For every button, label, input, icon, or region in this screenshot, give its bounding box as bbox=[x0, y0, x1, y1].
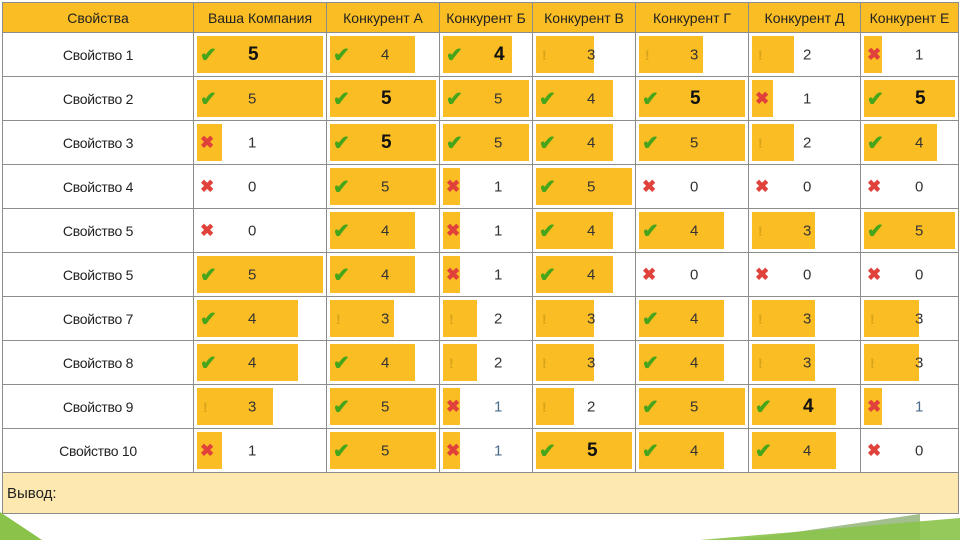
cross-icon: ✖ bbox=[867, 264, 882, 284]
cross-icon: ✖ bbox=[446, 220, 461, 240]
score-value: 4 bbox=[248, 354, 257, 371]
check-icon: ✔ bbox=[755, 440, 772, 462]
exclamation-icon: ! bbox=[758, 222, 763, 239]
property-name: Свойство 5 bbox=[3, 209, 194, 253]
property-name: Свойство 8 bbox=[3, 341, 194, 385]
score-value: 5 bbox=[690, 134, 699, 151]
score-cell bbox=[194, 33, 327, 77]
exclamation-icon: ! bbox=[758, 46, 763, 63]
table-row bbox=[3, 253, 959, 297]
check-icon: ✔ bbox=[642, 132, 659, 154]
score-value: 1 bbox=[915, 398, 924, 415]
score-cell bbox=[327, 385, 440, 429]
score-cell bbox=[636, 165, 749, 209]
exclamation-icon: ! bbox=[542, 398, 547, 415]
property-name: Свойство 7 bbox=[3, 297, 194, 341]
score-value: 5 bbox=[381, 398, 390, 415]
score-value: 4 bbox=[587, 222, 596, 239]
score-value: 0 bbox=[248, 178, 257, 195]
score-cell bbox=[861, 209, 959, 253]
header-competitor-e: Конкурент Е bbox=[861, 3, 959, 33]
score-cell bbox=[533, 341, 636, 385]
score-cell bbox=[749, 253, 861, 297]
check-icon: ✔ bbox=[539, 176, 556, 198]
score-value: 4 bbox=[803, 442, 812, 459]
header-competitor-v: Конкурент В bbox=[533, 3, 636, 33]
score-value: 4 bbox=[587, 266, 596, 283]
score-cell bbox=[861, 253, 959, 297]
score-value: 1 bbox=[494, 266, 503, 283]
cross-icon: ✖ bbox=[642, 264, 657, 284]
exclamation-icon: ! bbox=[542, 354, 547, 371]
score-cell bbox=[194, 385, 327, 429]
cross-icon: ✖ bbox=[200, 440, 215, 460]
check-icon: ✔ bbox=[446, 44, 463, 66]
check-icon: ✔ bbox=[333, 132, 350, 154]
cross-icon: ✖ bbox=[446, 264, 461, 284]
score-cell bbox=[440, 209, 533, 253]
score-value: 2 bbox=[803, 134, 812, 151]
cross-icon: ✖ bbox=[200, 176, 215, 196]
table-row bbox=[3, 297, 959, 341]
score-value: 4 bbox=[690, 222, 699, 239]
score-value: 5 bbox=[494, 134, 503, 151]
score-value: 2 bbox=[494, 310, 503, 327]
score-cell bbox=[440, 77, 533, 121]
score-cell bbox=[749, 165, 861, 209]
score-cell bbox=[533, 33, 636, 77]
score-value: 0 bbox=[690, 266, 699, 283]
score-value: 3 bbox=[803, 222, 812, 239]
table-body bbox=[3, 33, 959, 473]
score-cell bbox=[636, 253, 749, 297]
table-row bbox=[3, 165, 959, 209]
score-value: 1 bbox=[494, 222, 503, 239]
cross-icon: ✖ bbox=[446, 440, 461, 460]
score-cell bbox=[440, 121, 533, 165]
score-bar bbox=[197, 388, 273, 425]
cross-icon: ✖ bbox=[867, 176, 882, 196]
check-icon: ✔ bbox=[539, 440, 556, 462]
score-cell bbox=[440, 385, 533, 429]
cross-icon: ✖ bbox=[867, 440, 882, 460]
check-icon: ✔ bbox=[867, 220, 884, 242]
score-cell bbox=[440, 165, 533, 209]
score-cell bbox=[533, 77, 636, 121]
score-value: 1 bbox=[494, 442, 503, 459]
score-value: 4 bbox=[248, 310, 257, 327]
score-value: 3 bbox=[915, 310, 924, 327]
score-value: 3 bbox=[803, 310, 812, 327]
exclamation-icon: ! bbox=[203, 398, 208, 415]
score-value: 4 bbox=[690, 310, 699, 327]
score-cell bbox=[636, 429, 749, 473]
score-cell bbox=[636, 77, 749, 121]
exclamation-icon: ! bbox=[449, 354, 454, 371]
exclamation-icon: ! bbox=[758, 134, 763, 151]
cross-icon: ✖ bbox=[755, 176, 770, 196]
score-value: 3 bbox=[587, 46, 596, 63]
score-cell bbox=[861, 429, 959, 473]
score-value: 5 bbox=[915, 87, 926, 109]
score-cell bbox=[861, 341, 959, 385]
score-value: 3 bbox=[381, 310, 390, 327]
check-icon: ✔ bbox=[200, 308, 217, 330]
cross-icon: ✖ bbox=[867, 44, 882, 64]
score-value: 1 bbox=[248, 442, 257, 459]
score-cell bbox=[194, 165, 327, 209]
score-cell bbox=[194, 297, 327, 341]
score-cell bbox=[636, 341, 749, 385]
score-cell bbox=[327, 33, 440, 77]
cross-icon: ✖ bbox=[755, 264, 770, 284]
score-cell bbox=[749, 209, 861, 253]
exclamation-icon: ! bbox=[449, 310, 454, 327]
score-value: 4 bbox=[494, 43, 505, 65]
score-value: 5 bbox=[915, 222, 924, 239]
conclusion-label: Вывод: bbox=[3, 473, 959, 514]
score-value: 5 bbox=[381, 131, 392, 153]
check-icon: ✔ bbox=[333, 88, 350, 110]
score-value: 4 bbox=[381, 222, 390, 239]
score-value: 5 bbox=[690, 87, 701, 109]
exclamation-icon: ! bbox=[758, 354, 763, 371]
table-row bbox=[3, 429, 959, 473]
check-icon: ✔ bbox=[539, 220, 556, 242]
check-icon: ✔ bbox=[200, 352, 217, 374]
score-cell bbox=[533, 165, 636, 209]
header-competitor-d: Конкурент Д bbox=[749, 3, 861, 33]
score-value: 3 bbox=[803, 354, 812, 371]
property-name: Свойство 5 bbox=[3, 253, 194, 297]
score-cell bbox=[327, 165, 440, 209]
score-cell bbox=[194, 341, 327, 385]
score-value: 0 bbox=[248, 222, 257, 239]
cross-icon: ✖ bbox=[446, 396, 461, 416]
score-value: 5 bbox=[381, 178, 390, 195]
score-value: 5 bbox=[248, 90, 257, 107]
score-cell bbox=[636, 297, 749, 341]
property-name: Свойство 9 bbox=[3, 385, 194, 429]
check-icon: ✔ bbox=[867, 132, 884, 154]
table-row bbox=[3, 77, 959, 121]
score-value: 3 bbox=[587, 310, 596, 327]
score-value: 5 bbox=[248, 43, 259, 65]
exclamation-icon: ! bbox=[542, 46, 547, 63]
check-icon: ✔ bbox=[642, 88, 659, 110]
score-value: 4 bbox=[587, 134, 596, 151]
score-cell bbox=[533, 121, 636, 165]
check-icon: ✔ bbox=[333, 352, 350, 374]
property-name: Свойство 4 bbox=[3, 165, 194, 209]
score-cell bbox=[194, 77, 327, 121]
property-name: Свойство 10 bbox=[3, 429, 194, 473]
score-value: 2 bbox=[587, 398, 596, 415]
score-cell bbox=[636, 33, 749, 77]
score-value: 5 bbox=[248, 266, 257, 283]
score-cell bbox=[194, 209, 327, 253]
score-cell bbox=[861, 33, 959, 77]
score-value: 5 bbox=[587, 178, 596, 195]
score-cell bbox=[327, 77, 440, 121]
score-cell bbox=[440, 33, 533, 77]
score-cell bbox=[327, 209, 440, 253]
score-value: 5 bbox=[690, 398, 699, 415]
comparison-table bbox=[2, 2, 959, 514]
cross-icon: ✖ bbox=[200, 132, 215, 152]
score-value: 0 bbox=[915, 266, 924, 283]
score-cell bbox=[327, 341, 440, 385]
check-icon: ✔ bbox=[446, 132, 463, 154]
score-value: 1 bbox=[803, 90, 812, 107]
score-value: 0 bbox=[690, 178, 699, 195]
check-icon: ✔ bbox=[539, 132, 556, 154]
check-icon: ✔ bbox=[446, 88, 463, 110]
score-cell bbox=[749, 33, 861, 77]
score-cell bbox=[533, 385, 636, 429]
check-icon: ✔ bbox=[642, 440, 659, 462]
check-icon: ✔ bbox=[867, 88, 884, 110]
exclamation-icon: ! bbox=[542, 310, 547, 327]
decor-triangle-left bbox=[0, 512, 42, 540]
score-value: 4 bbox=[381, 354, 390, 371]
score-cell bbox=[861, 385, 959, 429]
score-cell bbox=[440, 429, 533, 473]
cross-icon: ✖ bbox=[642, 176, 657, 196]
score-cell bbox=[194, 429, 327, 473]
table-row bbox=[3, 209, 959, 253]
score-cell bbox=[327, 121, 440, 165]
check-icon: ✔ bbox=[642, 220, 659, 242]
score-cell bbox=[327, 297, 440, 341]
score-cell bbox=[861, 297, 959, 341]
score-value: 4 bbox=[803, 395, 814, 417]
score-value: 5 bbox=[381, 87, 392, 109]
score-cell bbox=[440, 253, 533, 297]
score-cell bbox=[533, 253, 636, 297]
check-icon: ✔ bbox=[333, 264, 350, 286]
score-value: 5 bbox=[587, 439, 598, 461]
decor-triangle-right bbox=[700, 518, 960, 540]
exclamation-icon: ! bbox=[870, 354, 875, 371]
check-icon: ✔ bbox=[642, 396, 659, 418]
property-name: Свойство 2 bbox=[3, 77, 194, 121]
score-cell bbox=[533, 297, 636, 341]
score-cell bbox=[327, 429, 440, 473]
check-icon: ✔ bbox=[539, 88, 556, 110]
check-icon: ✔ bbox=[642, 308, 659, 330]
table-row bbox=[3, 121, 959, 165]
score-value: 3 bbox=[915, 354, 924, 371]
score-value: 4 bbox=[381, 266, 390, 283]
score-value: 3 bbox=[248, 398, 257, 415]
score-cell bbox=[749, 297, 861, 341]
score-value: 4 bbox=[381, 46, 390, 63]
score-value: 4 bbox=[690, 354, 699, 371]
score-cell bbox=[636, 385, 749, 429]
score-value: 0 bbox=[915, 442, 924, 459]
score-value: 3 bbox=[690, 46, 699, 63]
check-icon: ✔ bbox=[642, 352, 659, 374]
check-icon: ✔ bbox=[200, 88, 217, 110]
header-competitor-g: Конкурент Г bbox=[636, 3, 749, 33]
header-your-company: Ваша Компания bbox=[194, 3, 327, 33]
check-icon: ✔ bbox=[333, 220, 350, 242]
exclamation-icon: ! bbox=[758, 310, 763, 327]
score-value: 4 bbox=[690, 442, 699, 459]
check-icon: ✔ bbox=[200, 44, 217, 66]
score-cell bbox=[440, 341, 533, 385]
score-cell bbox=[636, 121, 749, 165]
score-cell bbox=[636, 209, 749, 253]
score-value: 1 bbox=[494, 398, 503, 415]
check-icon: ✔ bbox=[755, 396, 772, 418]
score-cell bbox=[194, 253, 327, 297]
score-value: 1 bbox=[915, 46, 924, 63]
score-cell bbox=[194, 121, 327, 165]
score-cell bbox=[861, 77, 959, 121]
header-properties: Свойства bbox=[3, 3, 194, 33]
score-value: 2 bbox=[803, 46, 812, 63]
exclamation-icon: ! bbox=[645, 46, 650, 63]
property-name: Свойство 1 bbox=[3, 33, 194, 77]
header-row bbox=[3, 3, 959, 33]
footer-row bbox=[3, 473, 959, 514]
cross-icon: ✖ bbox=[446, 176, 461, 196]
check-icon: ✔ bbox=[539, 264, 556, 286]
score-value: 5 bbox=[381, 442, 390, 459]
score-value: 4 bbox=[915, 134, 924, 151]
cross-icon: ✖ bbox=[867, 396, 882, 416]
score-value: 1 bbox=[494, 178, 503, 195]
score-cell bbox=[533, 429, 636, 473]
check-icon: ✔ bbox=[333, 176, 350, 198]
check-icon: ✔ bbox=[333, 396, 350, 418]
score-cell bbox=[861, 121, 959, 165]
cross-icon: ✖ bbox=[755, 88, 770, 108]
score-value: 4 bbox=[587, 90, 596, 107]
score-cell bbox=[440, 297, 533, 341]
score-cell bbox=[749, 77, 861, 121]
score-value: 0 bbox=[803, 266, 812, 283]
score-cell bbox=[749, 385, 861, 429]
exclamation-icon: ! bbox=[336, 310, 341, 327]
score-cell bbox=[533, 209, 636, 253]
cross-icon: ✖ bbox=[200, 220, 215, 240]
header-competitor-b: Конкурент Б bbox=[440, 3, 533, 33]
check-icon: ✔ bbox=[200, 264, 217, 286]
check-icon: ✔ bbox=[333, 440, 350, 462]
score-value: 0 bbox=[915, 178, 924, 195]
score-value: 1 bbox=[248, 134, 257, 151]
check-icon: ✔ bbox=[333, 44, 350, 66]
exclamation-icon: ! bbox=[870, 310, 875, 327]
score-cell bbox=[749, 341, 861, 385]
header-competitor-a: Конкурент А bbox=[327, 3, 440, 33]
score-value: 3 bbox=[587, 354, 596, 371]
score-value: 2 bbox=[494, 354, 503, 371]
table-row bbox=[3, 33, 959, 77]
property-name: Свойство 3 bbox=[3, 121, 194, 165]
score-value: 0 bbox=[803, 178, 812, 195]
score-value: 5 bbox=[494, 90, 503, 107]
score-cell bbox=[861, 165, 959, 209]
score-cell bbox=[749, 121, 861, 165]
table-row bbox=[3, 385, 959, 429]
table-row bbox=[3, 341, 959, 385]
score-cell bbox=[327, 253, 440, 297]
score-cell bbox=[749, 429, 861, 473]
